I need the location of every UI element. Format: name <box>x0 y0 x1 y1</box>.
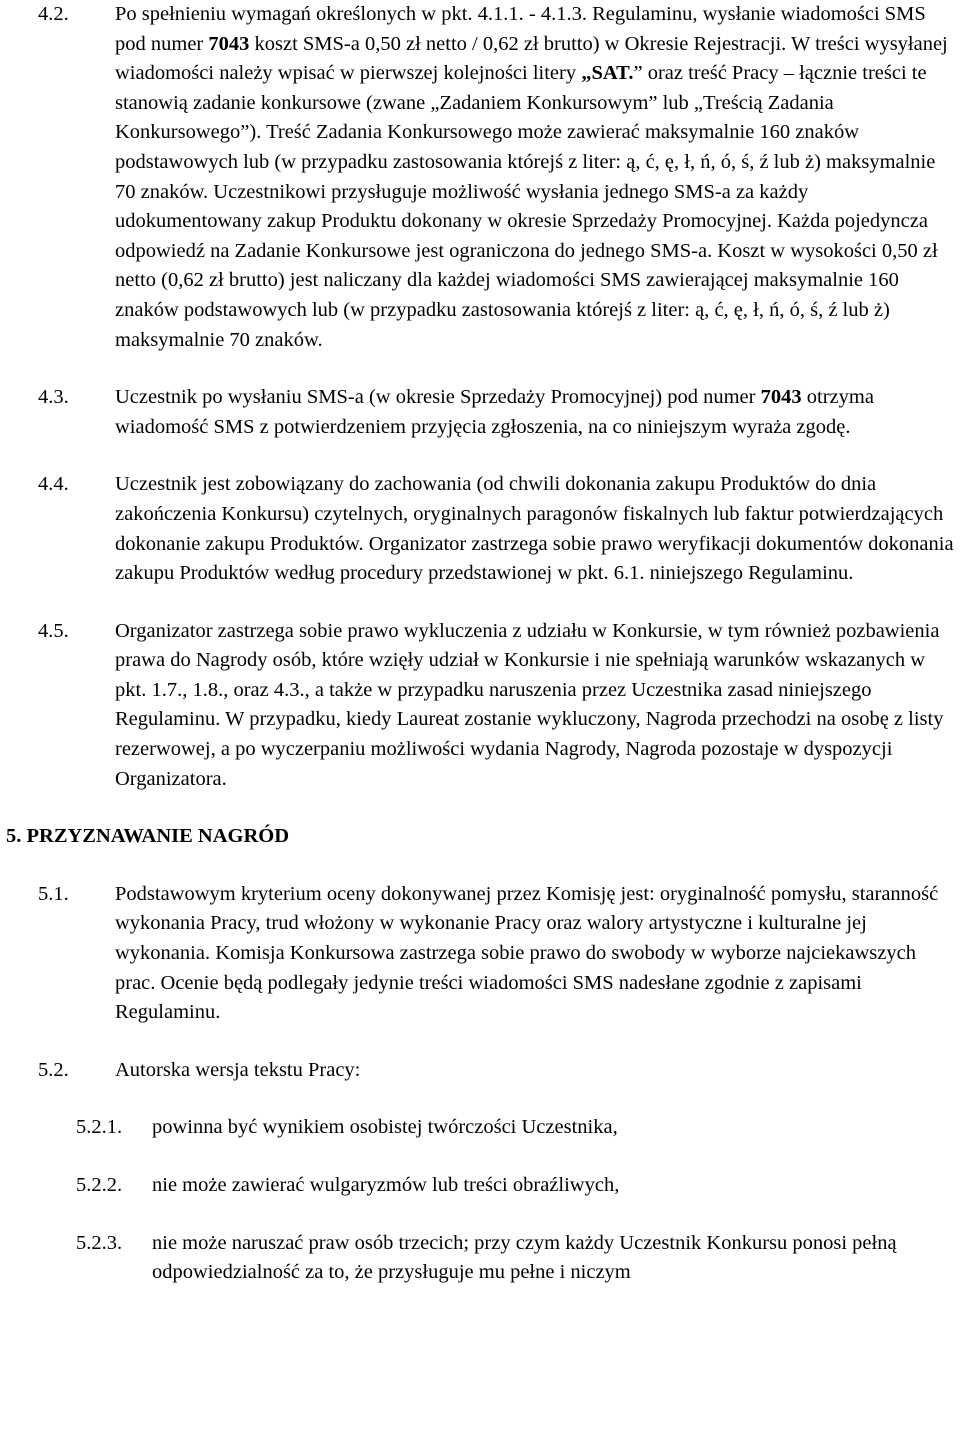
section-number: 5.2. <box>38 1058 69 1081</box>
section-text: nie może naruszać praw osób trzecich; przy czym każdy Uczestnik Konkursu ponosi pełną odpowiedzialność za to, że przysługuje mu pełne i niczym <box>152 1231 897 1284</box>
section-number: 5.2.1. <box>76 1116 123 1139</box>
section-5-2 <box>0 1056 960 1086</box>
section-number: 4.3. <box>38 386 69 409</box>
text-run: koszt SMS-a 0,50 zł netto / 0,62 zł brutto) w Okresie Rejestracji. W treści wysyłanej wiadomości należy wpisać w pierwszej kolejności litery <box>115 32 948 85</box>
section-text: Organizator zastrzega sobie prawo wykluczenia z udziału w Konkursie, w tym również pozbawienia prawa do Nagrody osób, które wzięły udział w Konkursie i nie spełniają warunków wskazanych w pkt. 1.7., 1.8., oraz 4.3., a także w przypadku naruszenia przez Uczestnika zasad niniejszego Regulaminu. W przypadku, kiedy Laureat zostanie wykluczony, Nagroda przechodzi na osobę z listy rezerwowej, a po wyczerpaniu możliwości wydania Nagrody, Nagroda pozostaje w dyspozycji Organizatora. <box>115 619 944 790</box>
section-text: powinna być wynikiem osobistej twórczości Uczestnika, <box>152 1116 618 1139</box>
section-4-4 <box>0 470 960 588</box>
section-4-3 <box>0 383 960 442</box>
text-run: otrzyma wiadomość SMS z potwierdzeniem przyjęcia zgłoszenia, na co niniejszym wyraża zgodę. <box>115 386 874 438</box>
section-text: Uczestnik jest zobowiązany do zachowania (od chwili dokonania zakupu Produktów do dnia zakończenia Konkursu) czytelnych, oryginalnych paragonów fiskalnych lub faktur potwierdzających dokonanie zakupu Produktów. Organizator zastrzega sobie prawo weryfikacji dokumentów dokonania zakupu Produktów według procedury przedstawionej w pkt. 6.1. niniejszego Regulaminu. <box>115 473 954 585</box>
sat-keyword-bold: „SAT. <box>581 62 634 85</box>
section-text: Podstawowym kryterium oceny dokonywanej przez Komisję jest: oryginalność pomysłu, staranność wykonania Pracy, trud włożony w wykonanie Pracy oraz walory artystyczne i kulturalne jej wykonania. Komisja Konkursowa zastrzega sobie prawo do swobody w wyborze najciekawszych prac. Ocenie będą podlegały jedynie treści wiadomości SMS nadesłane zgodnie z zapisami Regulaminu. <box>115 882 939 1024</box>
section-5-2-2 <box>0 1171 960 1201</box>
section-number: 4.4. <box>38 473 69 496</box>
section-4-2 <box>0 0 960 355</box>
text-run: Uczestnik po wysłaniu SMS-a (w okresie Sprzedaży Promocyjnej) pod numer <box>115 386 761 409</box>
section-5-2-1 <box>0 1113 960 1143</box>
text-run: Po spełnieniu wymagań określonych w pkt. 4.1.1. - 4.1.3. Regulaminu, wysłanie wiadomości SMS pod numer <box>115 3 926 55</box>
section-number: 5.2.2. <box>76 1174 123 1196</box>
section-number: 5.1. <box>38 882 69 905</box>
section-text: Autorska wersja tekstu Pracy: <box>115 1058 361 1081</box>
section-number: 5.2.3. <box>76 1231 123 1254</box>
section-5-1 <box>0 880 960 1028</box>
text-run: ” oraz treść Pracy – łącznie treści te stanowią zadanie konkursowe (zwane „Zadaniem Konkursowym” lub „Treścią Zadania Konkursowego”). Treść Zadania Konkursowego może zawierać maksymalnie 160 znaków podstawowych lub (w przypadku zastosowania którejś z liter: ą, ć, ę, ł, ń, ó, ś, ź lub ż) maksymalnie 70 znaków. Uczestnikowi przysługuje możliwość wysłania jednego SMS-a za każdy udokumentowany zakup Produktu dokonany w okresie Sprzedaży Promocyjnej. Każda pojedyncza odpowiedź na Zadanie Konkursowe jest ograniczona do jednego SMS-a. Koszt w wysokości 0,50 zł netto (0,62 zł brutto) jest naliczany dla każdej wiadomości SMS zawierającej maksymalnie 160 znaków podstawowych lub (w przypadku zastosowania którejś z liter: ą, ć, ę, ł, ń, ó, ś, ź lub ż) maksymalnie 70 znaków. <box>115 62 938 351</box>
section-text <box>115 383 955 442</box>
section-5-heading: 5. PRZYZNAWANIE NAGRÓD <box>6 825 290 848</box>
section-4-5 <box>0 617 960 795</box>
sms-number-bold: 7043 <box>760 386 802 409</box>
section-number: 4.2. <box>38 3 69 25</box>
sms-number-bold: 7043 <box>208 32 250 55</box>
section-text: nie może zawierać wulgaryzmów lub treści obraźliwych, <box>152 1174 620 1196</box>
section-5-2-3 <box>0 1229 960 1288</box>
section-number: 4.5. <box>38 619 69 642</box>
section-text <box>115 0 955 355</box>
